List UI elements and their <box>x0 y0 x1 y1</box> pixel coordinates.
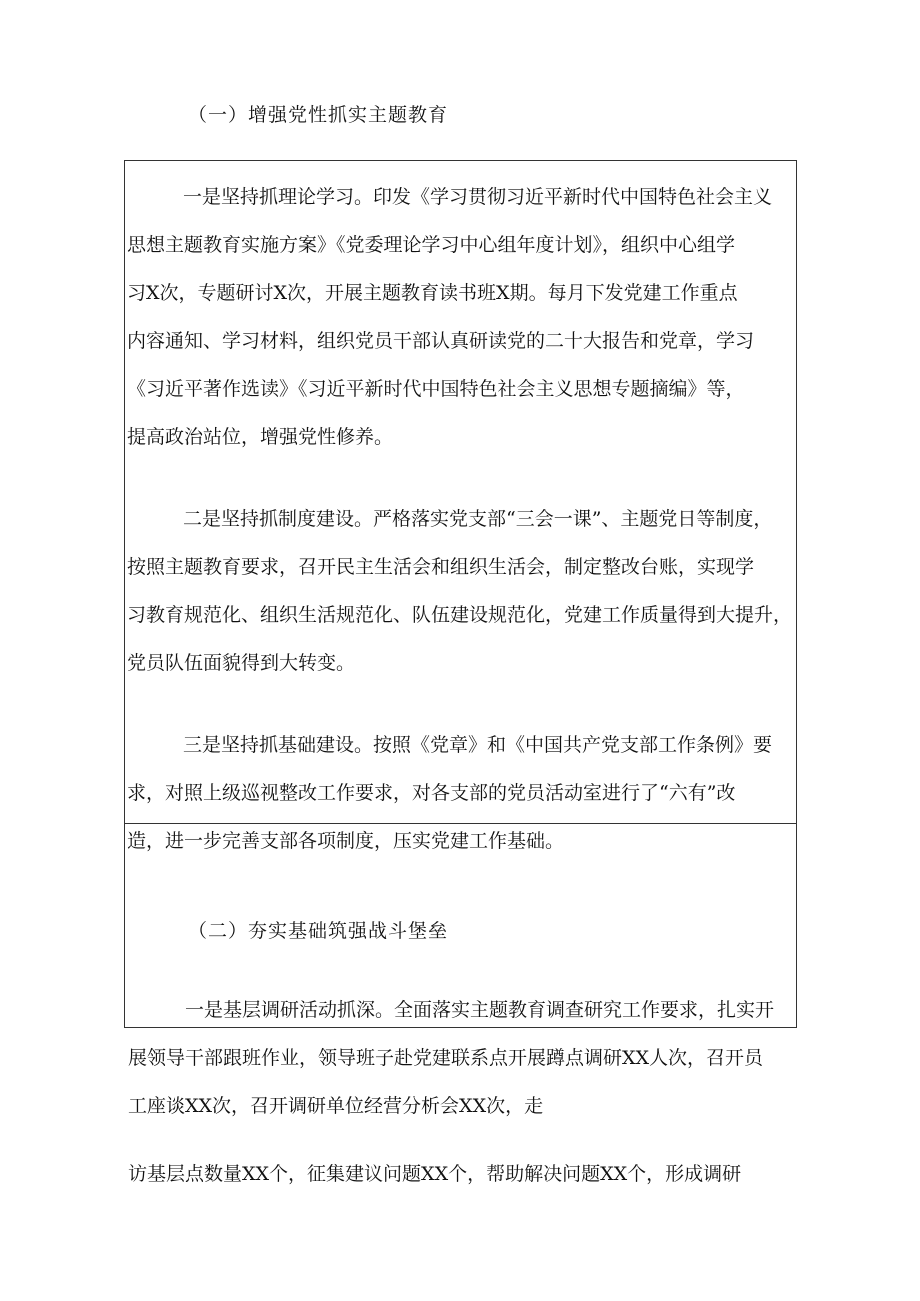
text-line: 内容通知、学习材料，组织党员干部认真研读党的二十大报告和党章，学习 <box>127 330 755 352</box>
text-line: 一是基层调研活动抓深。全面落实主题教育调查研究工作要求，扎实开 <box>185 999 775 1021</box>
text-line: 造，进一步完善支部各项制度，压实党建工作基础。 <box>127 830 565 852</box>
text-line: 《习近平著作选读》《习近平新时代中国特色社会主义思想专题摘编》等， <box>127 378 745 400</box>
text-line: 展领导干部跟班作业，领导班子赴党建联系点开展蹲点调研XX人次，召开员 <box>128 1047 764 1069</box>
section-heading-1: （一）增强党性抓实主题教育 <box>188 104 449 126</box>
text-line: 工座谈XX次，召开调研单位经营分析会XX次，走 <box>128 1095 544 1117</box>
section-heading-2: （二）夯实基础筑强战斗堡垒 <box>188 920 449 942</box>
text-line: 党员队伍面貌得到大转变。 <box>127 652 356 674</box>
text-line: 习教育规范化、组织生活规范化、队伍建设规范化，党建工作质量得到大提升， <box>127 604 793 626</box>
bordered-text-box <box>124 160 797 852</box>
text-line: 一是坚持抓理论学习。印发《学习贯彻习近平新时代中国特色社会主义 <box>183 186 773 208</box>
continuation-line: 访基层点数量XX个，征集建议问题XX个，帮助解决问题XX个，形成调研 <box>128 1163 742 1185</box>
text-line: 二是坚持抓制度建设。严格落实党支部“三会一课”、主题党日等制度， <box>183 508 773 530</box>
text-line: 三是坚持抓基础建设。按照《党章》和《中国共产党支部工作条例》要 <box>183 734 773 756</box>
text-line: 提高政治站位，增强党性修养。 <box>127 426 394 448</box>
text-line: 求，对照上级巡视整改工作要求，对各支部的党员活动室进行了“六有”改 <box>127 782 736 804</box>
text-line: 思想主题教育实施方案》《党委理论学习中心组年度计划》，组织中心组学 <box>127 234 736 256</box>
text-line: 习X次，专题研讨X次，开展主题教育读书班X期。每月下发党建工作重点 <box>127 282 738 304</box>
text-line: 按照主题教育要求，召开民主生活会和组织生活会，制定整改台账，实现学 <box>127 556 755 578</box>
